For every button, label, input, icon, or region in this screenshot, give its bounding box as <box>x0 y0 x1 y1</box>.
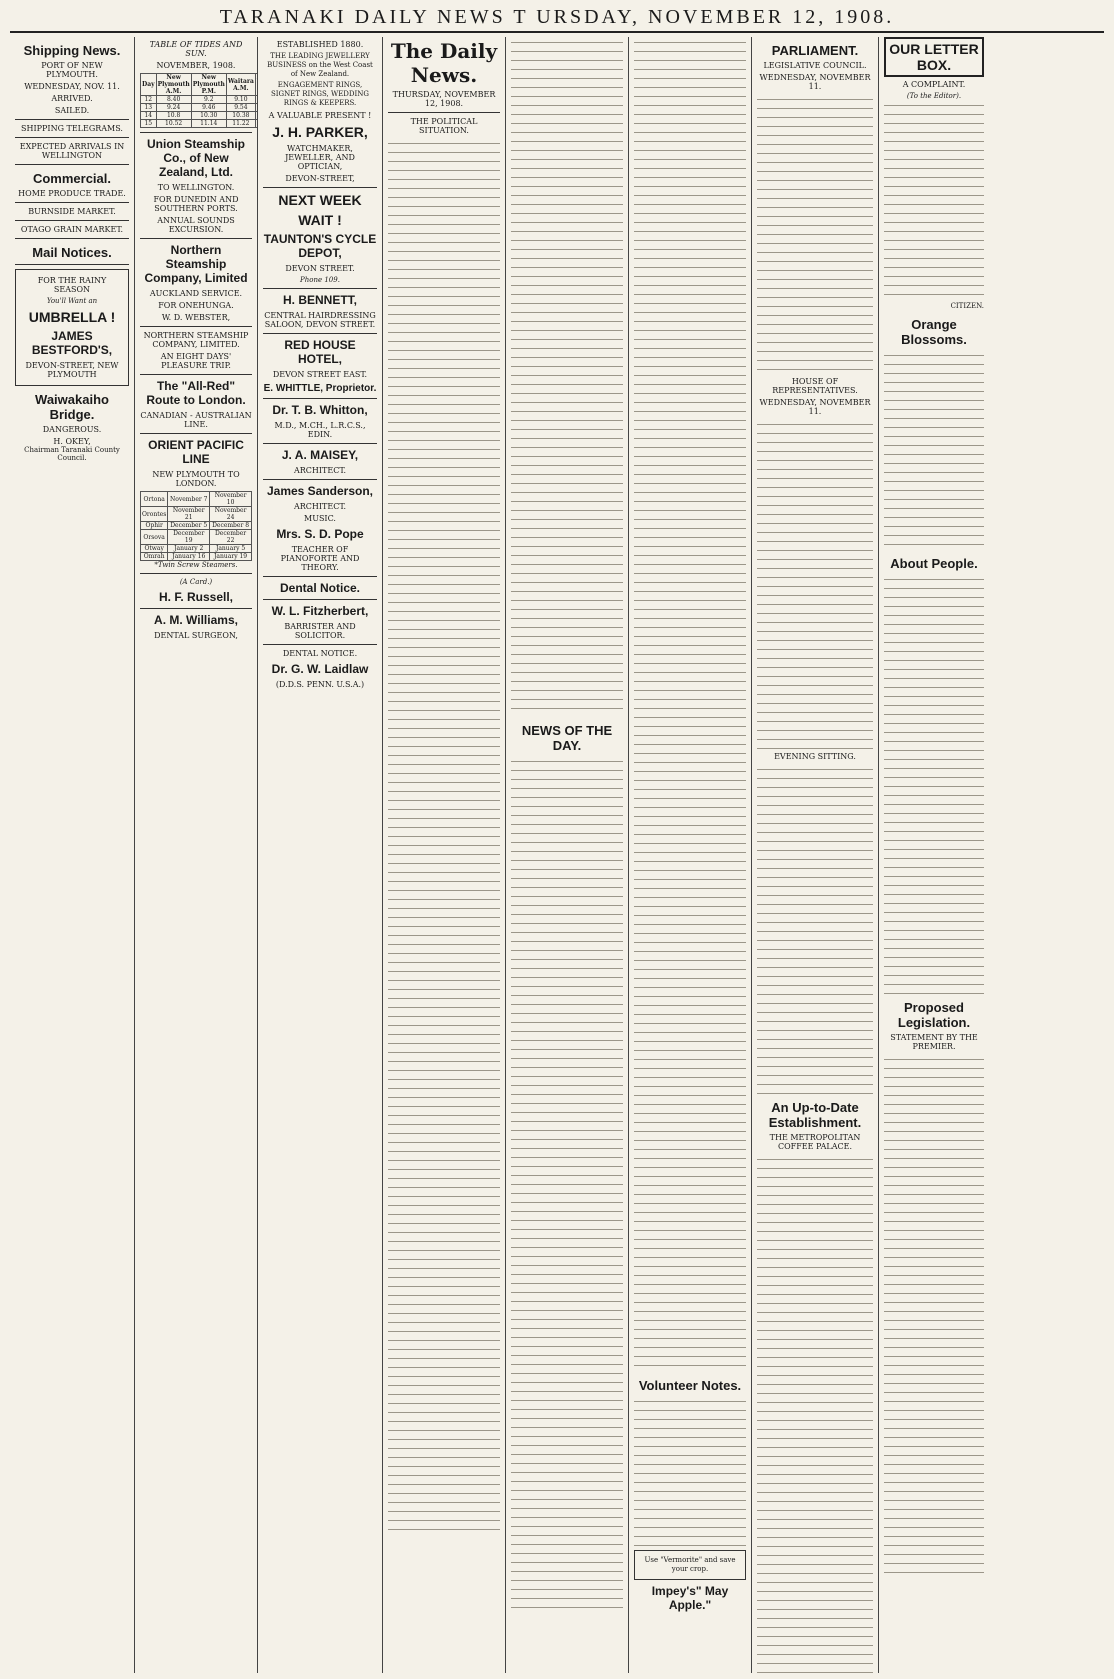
uptodate-heading: An Up-to-Date Establishment. <box>768 1100 862 1130</box>
tide-cell: 10.52 <box>156 120 191 128</box>
ship-row <box>141 553 252 561</box>
ship-cell: Orsova <box>141 530 168 545</box>
proposed-body <box>884 1054 984 1574</box>
whittle-proprietor: E. WHITTLE, Proprietor. <box>263 383 377 394</box>
evening-sitting: EVENING SITTING. <box>774 752 856 761</box>
tide-header-cell: New Plymouth P.M. <box>192 74 225 95</box>
orange-body <box>884 350 984 550</box>
complaint-heading: A COMPLAINT. <box>902 80 966 89</box>
ship-row <box>141 507 252 522</box>
volunteer-heading: Volunteer Notes. <box>638 1378 742 1393</box>
tide-cell: 14 <box>141 112 157 120</box>
tide-cell: 15 <box>141 120 157 128</box>
canadian-line: CANADIAN - AUSTRALIAN LINE. <box>140 411 252 429</box>
parker-title: WATCHMAKER, JEWELLER, AND OPTICIAN, <box>285 144 355 171</box>
fitzherbert-name: W. L. Fitzherbert, <box>271 604 369 618</box>
masthead-title: TARANAKI DAILY NEWS T URSDAY, NOVEMBER 12, 1908. <box>219 5 895 28</box>
whitton-name: Dr. T. B. Whitton, <box>272 403 368 417</box>
council-heading: LEGISLATIVE COUNCIL. <box>763 61 867 70</box>
orient-table <box>140 491 252 561</box>
webster-name: W. D. WEBSTER, <box>161 313 231 322</box>
sailed-heading: SAILED. <box>54 106 90 115</box>
vermorite-text: Use "Vermorite" and save your crop. <box>644 1556 736 1573</box>
to-wellington: TO WELLINGTON. <box>157 183 235 192</box>
taunton-phone: Phone 109. <box>300 276 340 284</box>
impey-ad: Impey's" May Apple." <box>651 1584 729 1612</box>
columns <box>10 37 1104 1673</box>
tide-cell: 9.54 <box>226 104 255 112</box>
council-name: Chairman Taranaki County Council. <box>24 446 120 462</box>
ship-cell: December 8 <box>210 522 252 530</box>
ship-cell: January 16 <box>168 553 210 561</box>
tide-cell: 9.2 <box>191 96 226 104</box>
ship-cell: November 24 <box>210 507 252 522</box>
next-week: NEXT WEEK <box>278 192 362 208</box>
wait-text: WAIT ! <box>298 212 342 228</box>
engagement-text: ENGAGEMENT RINGS, SIGNET RINGS, WEDDING RINGS & KEEPERS. <box>270 81 370 107</box>
ship-cell: Otway <box>141 545 168 553</box>
tide-cell: 8.40 <box>156 96 191 104</box>
tide-cell: 9.24 <box>156 104 191 112</box>
parker-name: J. H. PARKER, <box>272 124 368 140</box>
parker-address: DEVON-STREET, <box>285 174 355 183</box>
laidlaw-name: Dr. G. W. Laidlaw <box>271 662 369 676</box>
dental-notice: Dental Notice. <box>279 581 360 595</box>
red-house-hotel: RED HOUSE HOTEL, <box>284 338 356 366</box>
williams-title: DENTAL SURGEON, <box>154 631 238 640</box>
political-heading: THE POLITICAL SITUATION. <box>410 117 478 135</box>
taunton-depot: TAUNTON'S CYCLE DEPOT, <box>263 232 377 260</box>
ship-row <box>141 530 252 545</box>
ship-cell: December 22 <box>210 530 252 545</box>
bennett-title: CENTRAL HAIRDRESSING SALOON, DEVON STREET. <box>264 311 376 329</box>
ship-cell: December 19 <box>168 530 210 545</box>
evening-body <box>757 764 873 1094</box>
tide-cell: 10.38 <box>226 112 255 120</box>
letter-box-heading: OUR LETTER BOX. <box>884 37 984 77</box>
expected-heading: EXPECTED ARRIVALS IN WELLINGTON <box>19 142 125 160</box>
orient-line: ORIENT PACIFIC LINE <box>148 438 244 466</box>
annual-excursion: ANNUAL SOUNDS EXCURSION. <box>157 216 235 234</box>
column-parliament <box>752 37 879 1673</box>
citizen-signature: CITIZEN. <box>950 302 984 310</box>
card-note: (A Card.) <box>179 578 213 586</box>
music-heading: MUSIC. <box>304 514 336 523</box>
want-text: You'll Want an <box>46 297 98 305</box>
shipping-date: WEDNESDAY, NOV. 11. <box>24 82 120 91</box>
tide-cell: 11.14 <box>191 120 226 128</box>
orange-heading: Orange Blossoms. <box>901 317 967 347</box>
dangerous-text: DANGEROUS. <box>42 425 102 434</box>
tide-row <box>141 96 259 104</box>
tide-cell: 9.10 <box>226 96 255 104</box>
ship-cell: November 10 <box>210 492 252 507</box>
orient-subtitle: NEW PLYMOUTH TO LONDON. <box>152 470 240 488</box>
ship-row <box>141 492 252 507</box>
editorial-date: THURSDAY, NOVEMBER 12, 1908. <box>392 90 496 108</box>
ship-row <box>141 545 252 553</box>
ship-cell: November 21 <box>168 507 210 522</box>
news-body-bottom <box>511 756 623 1616</box>
for-onehunga: FOR ONEHUNGA. <box>158 301 234 310</box>
ship-row <box>141 522 252 530</box>
bestford-name: JAMES BESTFORD'S, <box>31 329 113 357</box>
union-steamship: Union Steamship Co., of New Zealand, Ltd. <box>146 137 245 179</box>
for-dunedin: FOR DUNEDIN AND SOUTHERN PORTS. <box>153 195 239 213</box>
volunteer-body <box>634 1396 746 1546</box>
council-body <box>757 94 873 374</box>
taunton-address: DEVON STREET. <box>285 264 355 273</box>
metropolitan-body <box>757 1154 873 1673</box>
people-body <box>884 574 984 994</box>
tide-cell: 10.8 <box>156 112 191 120</box>
vermorite-ad <box>634 1550 746 1580</box>
commercial-heading: Commercial. <box>32 171 112 186</box>
maisey-name: J. A. MAISEY, <box>281 448 359 462</box>
ship-cell: January 5 <box>210 545 252 553</box>
ship-cell: January 19 <box>210 553 252 561</box>
tide-row <box>141 104 259 112</box>
people-heading: About People. <box>890 556 978 571</box>
house-date: WEDNESDAY, NOVEMBER 11. <box>759 398 871 416</box>
ship-cell: Orontes <box>141 507 168 522</box>
editor-note: (To the Editor). <box>906 92 962 100</box>
bridge-heading: Waiwakaiho Bridge. <box>35 392 109 422</box>
northern-limited: NORTHERN STEAMSHIP COMPANY, LIMITED. <box>143 331 249 349</box>
ship-cell: Ophir <box>141 522 168 530</box>
established-text: ESTABLISHED 1880. <box>276 40 364 49</box>
present-text: A VALUABLE PRESENT ! <box>268 111 372 120</box>
telegrams-heading: SHIPPING TELEGRAMS. <box>21 124 123 133</box>
dental-notice-2: DENTAL NOTICE. <box>282 649 358 658</box>
news-body-top <box>511 37 623 717</box>
tide-header-cell: Waitara A.M. <box>226 74 255 96</box>
ship-cell: Ortona <box>141 492 168 507</box>
port-heading: PORT OF NEW PLYMOUTH. <box>41 61 103 79</box>
burnside-heading: BURNSIDE MARKET. <box>28 207 116 216</box>
tide-cell: 13 <box>141 104 157 112</box>
okey-name: H. OKEY, <box>53 437 91 446</box>
ship-cell: December 5 <box>168 522 210 530</box>
house-body <box>757 419 873 749</box>
sanderson-title: ARCHITECT. <box>293 502 347 511</box>
column-advertisements <box>258 37 383 1673</box>
pope-name: Mrs. S. D. Pope <box>276 527 364 541</box>
column-tides-steamers <box>135 37 258 1673</box>
fitzherbert-title: BARRISTER AND SOLICITOR. <box>284 622 356 640</box>
news-of-day-heading: NEWS OF THE DAY. <box>521 723 613 753</box>
ship-cell: November 7 <box>168 492 210 507</box>
tide-cell: 12 <box>141 96 157 104</box>
tides-month: NOVEMBER, 1908. <box>156 61 236 70</box>
whitton-title: M.D., M.CH., L.R.C.S., EDIN. <box>274 421 366 439</box>
otago-heading: OTAGO GRAIN MARKET. <box>20 225 124 234</box>
sanderson-name: James Sanderson, <box>266 484 374 498</box>
ship-cell: Omrah <box>141 553 168 561</box>
arrived-heading: ARRIVED. <box>51 94 93 103</box>
eight-days-trip: AN EIGHT DAYS' PLEASURE TRIP. <box>160 352 232 370</box>
williams-name: A. M. Williams, <box>154 613 238 627</box>
tide-cell: 10.30 <box>191 112 226 120</box>
house-heading: HOUSE OF REPRESENTATIVES. <box>772 377 858 395</box>
tide-header-cell: New Plymouth A.M. <box>157 74 190 95</box>
column-news-continued <box>629 37 752 1673</box>
metropolitan-heading: THE METROPOLITAN COFFEE PALACE. <box>769 1133 861 1151</box>
paper-title: The Daily News. <box>390 39 498 87</box>
rainy-text: FOR THE RAINY SEASON <box>37 276 107 294</box>
twin-screw-note: *Twin Screw Steamers. <box>154 561 238 569</box>
pope-title: TEACHER OF PIANOFORTE AND THEORY. <box>280 545 360 572</box>
red-house-address: DEVON STREET EAST. <box>272 370 368 379</box>
proposed-heading: Proposed Legislation. <box>897 1000 971 1030</box>
all-red-route: The "All-Red" Route to London. <box>146 379 246 407</box>
northern-steamship: Northern Steamship Company, Limited <box>144 243 248 285</box>
home-produce-heading: HOME PRODUCE TRADE. <box>18 189 126 198</box>
letter-body <box>884 100 984 300</box>
news-continued-body <box>634 37 746 1372</box>
tides-heading: TABLE OF TIDES AND SUN. <box>149 40 243 58</box>
laidlaw-title: (D.D.S. PENN. U.S.A.) <box>275 680 365 689</box>
maisey-title: ARCHITECT. <box>293 466 347 475</box>
tide-cell: 9.46 <box>191 104 226 112</box>
tide-cell: 11.22 <box>226 120 255 128</box>
parliament-heading: PARLIAMENT. <box>771 43 859 58</box>
tide-row <box>141 120 259 128</box>
bennett-name: H. BENNETT, <box>282 293 357 307</box>
editorial-body <box>388 138 500 1538</box>
tide-table <box>140 73 258 128</box>
mail-heading: Mail Notices. <box>32 245 112 260</box>
council-date: WEDNESDAY, NOVEMBER 11. <box>759 73 871 91</box>
statement-heading: STATEMENT BY THE PREMIER. <box>890 1033 978 1051</box>
bestford-address: DEVON-STREET, NEW PLYMOUTH <box>25 361 119 379</box>
tide-row <box>141 112 259 120</box>
russell-name: H. F. Russell, <box>158 590 234 604</box>
umbrella-text: UMBRELLA ! <box>28 309 116 325</box>
column-shipping <box>10 37 135 1673</box>
auckland-service: AUCKLAND SERVICE. <box>149 289 243 298</box>
ship-cell: January 2 <box>168 545 210 553</box>
column-letters <box>879 37 989 1673</box>
column-editorial <box>383 37 506 1673</box>
column-news <box>506 37 629 1673</box>
umbrella-ad <box>15 269 129 386</box>
tide-header-cell: Day <box>141 74 157 96</box>
jewellery-text: THE LEADING JEWELLERY BUSINESS on the West Coast of New Zealand. <box>267 52 373 78</box>
masthead <box>10 6 1104 33</box>
shipping-heading: Shipping News. <box>23 43 121 58</box>
